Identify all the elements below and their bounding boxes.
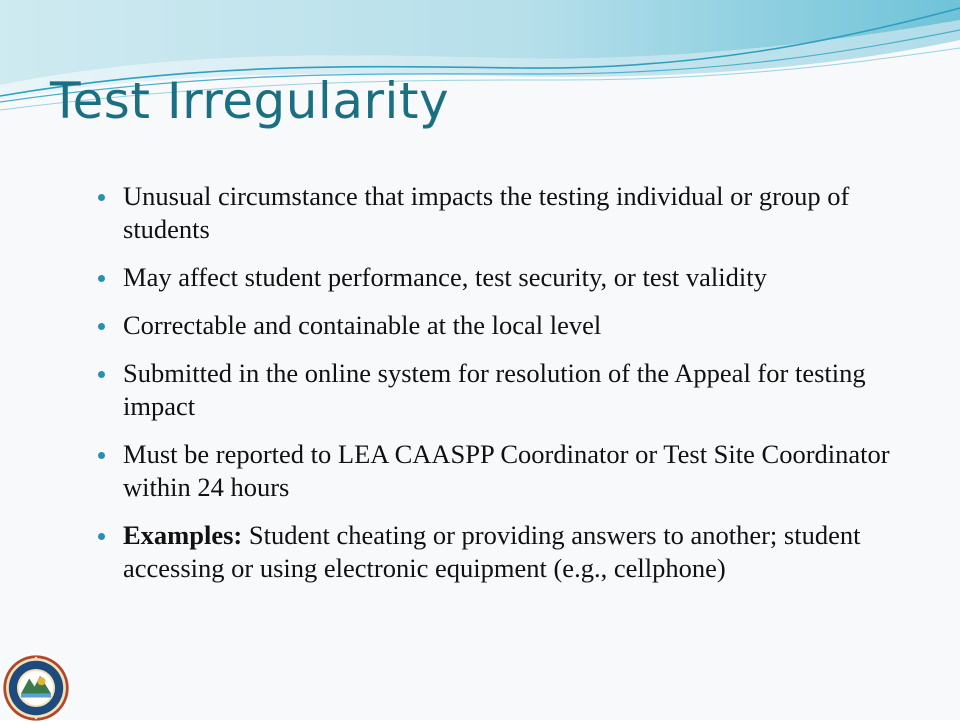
bullet-item <box>96 357 926 423</box>
state-seal-logo-icon <box>2 654 70 722</box>
bullet-item <box>96 261 926 294</box>
slide-title: Test Irregularity <box>50 72 450 130</box>
bullet-item <box>96 309 926 342</box>
bullet-marker-icon <box>98 371 105 378</box>
bullet-marker-icon <box>98 452 105 459</box>
bullet-text: Submitted in the online system for resolution of the Appeal for testing impact <box>123 358 866 421</box>
bullet-marker-icon <box>98 194 105 201</box>
bullet-marker-icon <box>98 275 105 282</box>
bullet-text: May affect student performance, test security, or test validity <box>123 262 767 292</box>
bullet-text: Unusual circumstance that impacts the testing individual or group of students <box>123 181 850 244</box>
bullet-text: Correctable and containable at the local level <box>123 310 602 340</box>
bullet-item <box>96 180 926 246</box>
bullet-text: Student cheating or providing answers to another; student accessing or using electronic equipment (e.g., cellphone) <box>123 520 861 583</box>
bullet-item-examples <box>96 519 926 585</box>
bullet-marker-icon <box>98 533 105 540</box>
bullet-item <box>96 438 926 504</box>
examples-label: Examples: <box>123 520 243 550</box>
bullet-text: Must be reported to LEA CAASPP Coordinator or Test Site Coordinator within 24 hours <box>123 439 890 502</box>
bullet-marker-icon <box>98 323 105 330</box>
bullet-list <box>96 180 926 600</box>
